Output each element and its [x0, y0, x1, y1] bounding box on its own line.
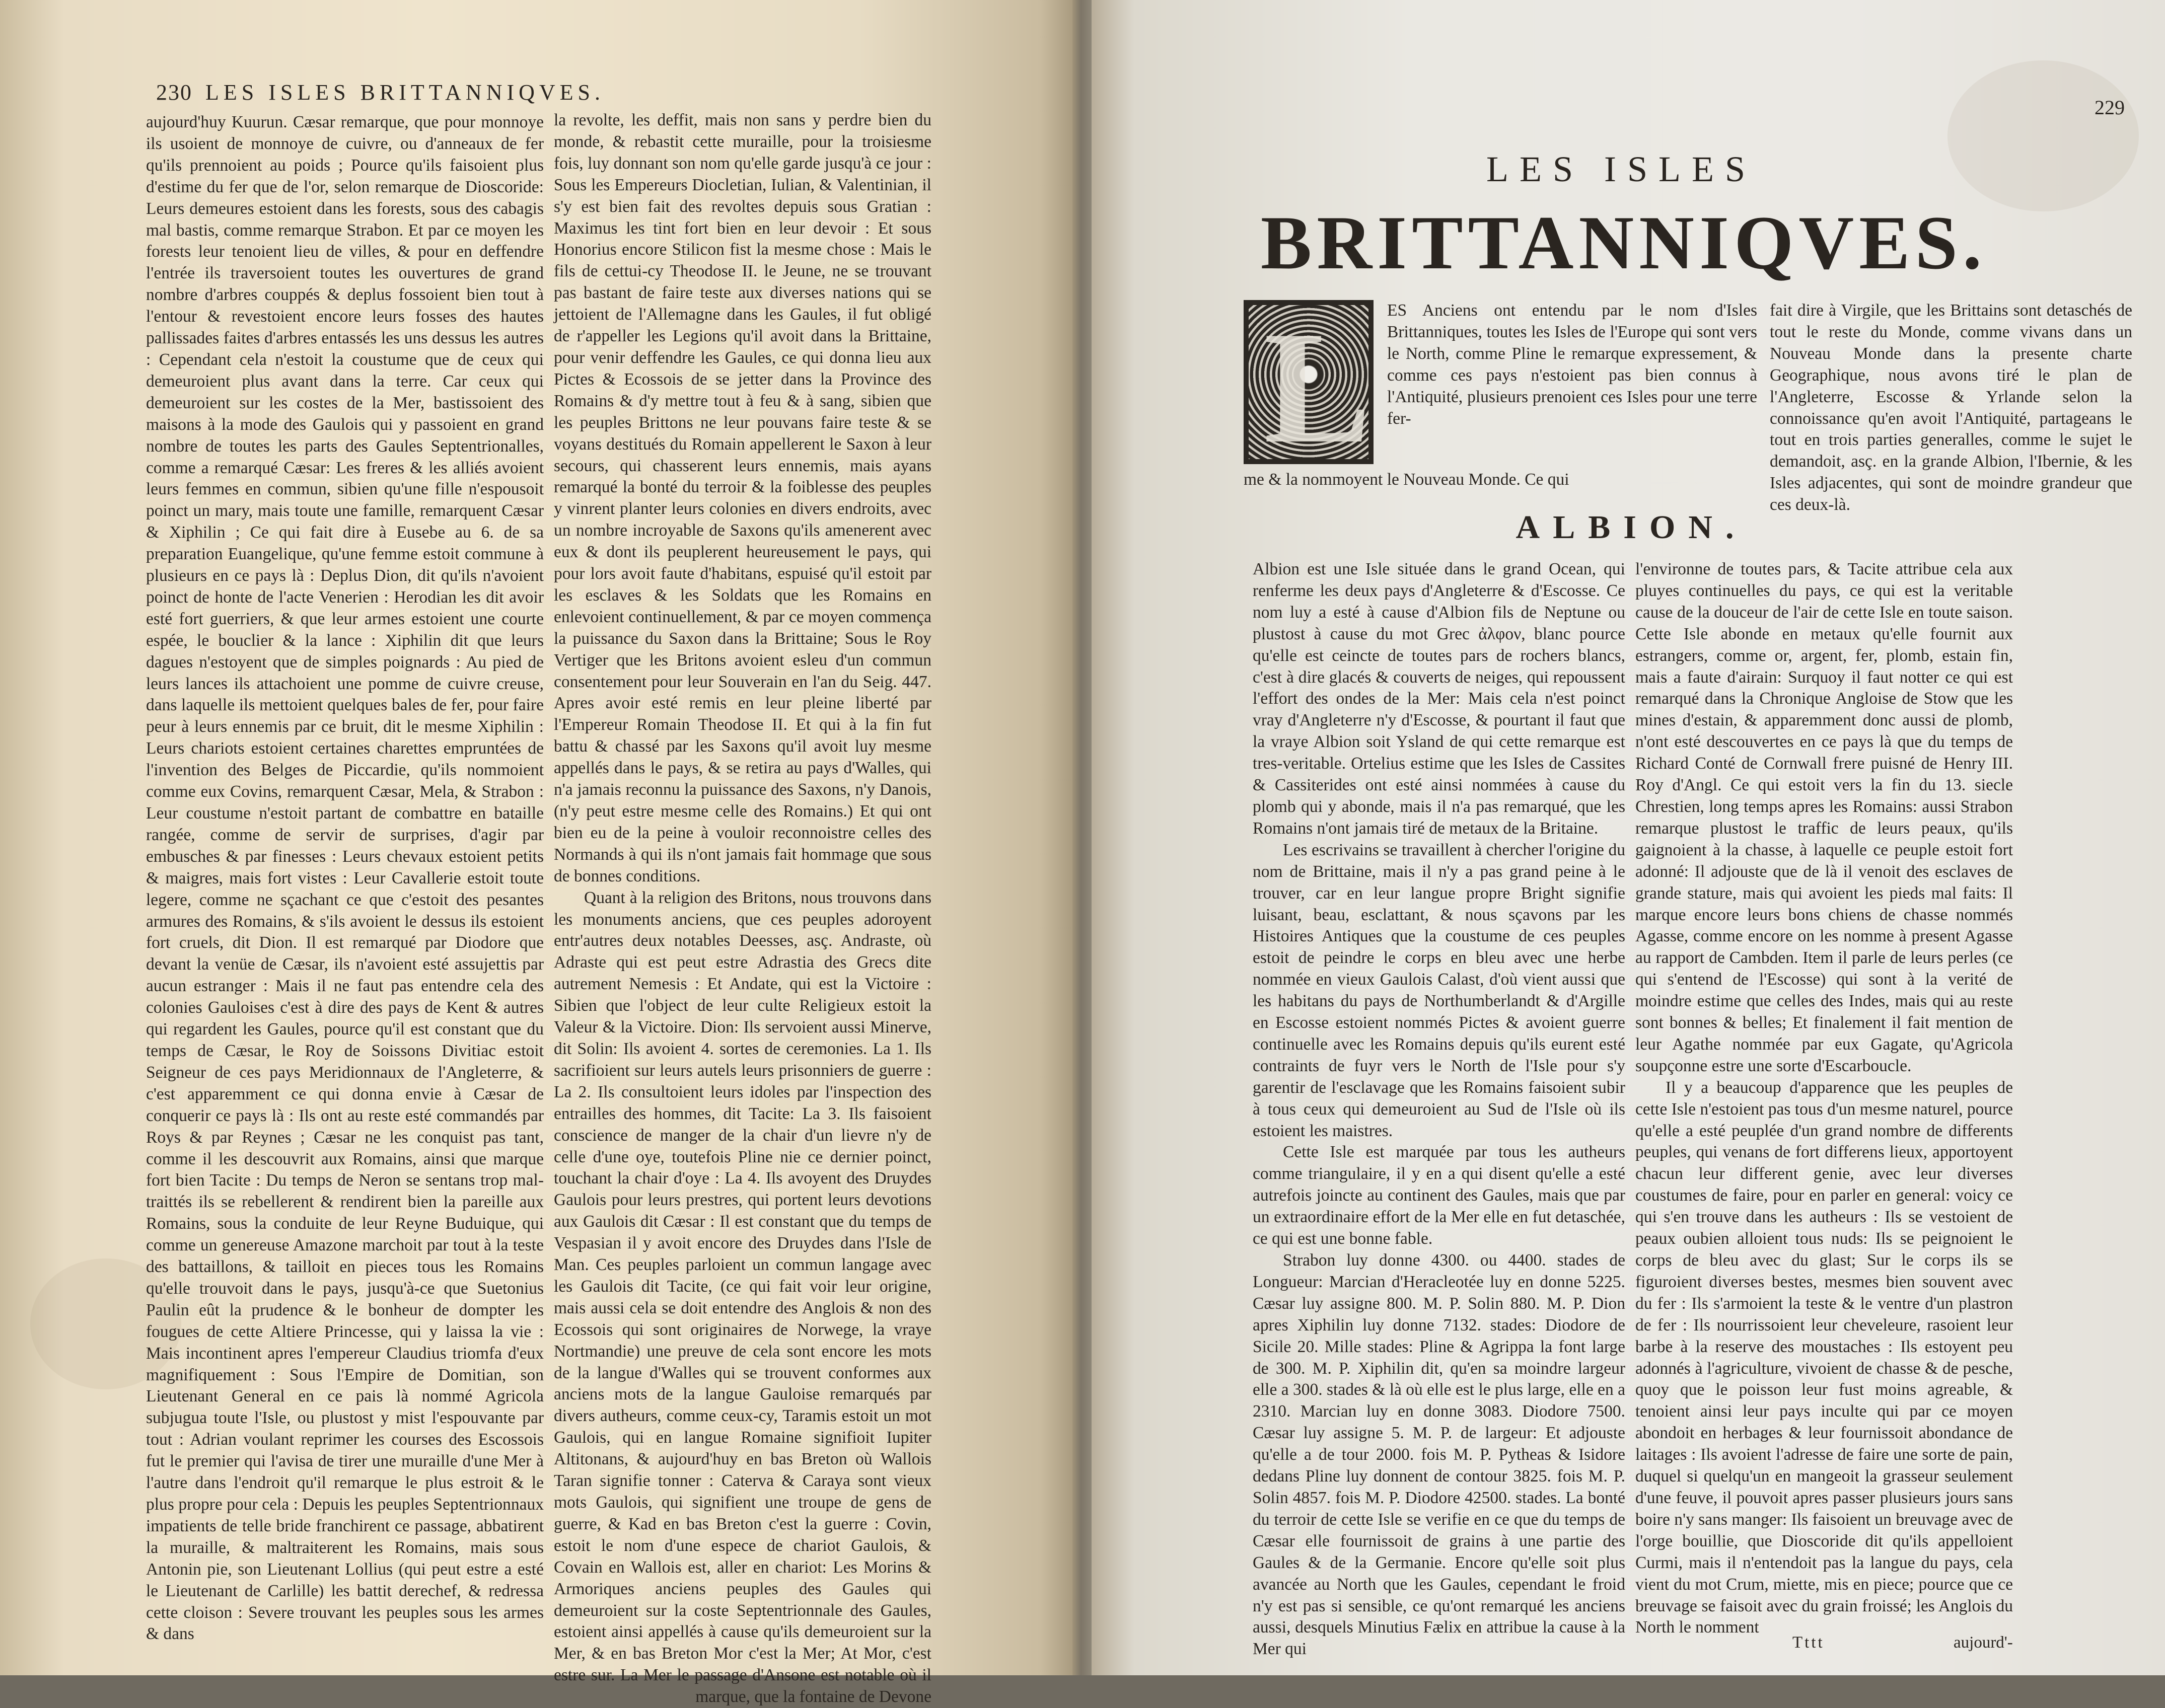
ornamental-initial — [1244, 299, 1374, 477]
section-title: ALBION. — [1515, 509, 1747, 546]
text-column-right-1 — [1253, 559, 1625, 1660]
paragraph: me & la nommoyent le Nouveau Monde. Ce qui — [1244, 470, 1569, 489]
paper-stain — [1947, 60, 2139, 211]
paragraph: Quant à la religion des Britons, nous trouvons dans les monuments anciens, que ces peuples adoroyent entr'autres deux notables Deesses, asç. Andraste, où Adraste qui est peut estre Adrastia des Grecs dite autrement Nemesis : Et Andate, qui est la Victoire : Sibien que l'object de leur culte Religieux estoit la Valeur & la Victoire. Dion: Ils servoient aussi Minerve, dit Solin: Ils avoient 4. sortes de ceremonies. La 1. Ils sacrifioient sur leurs autels leurs prisonniers de guerre : La 2. Ils consultoient leurs idoles par l'inspection des entrailles des hommes, dit Tacite: La 3. Ils faisoient conscience de manger de la chair d'un lievre n'y de celle d'une oye, toutefois Pline nie ce dernier poinct, touchant la chair d'oye : La 4. Ils avoyent des Druydes Gaulois pour leurs prestres, qui portent leurs devotions aux Gaulois dit Cæsar : Il est constant que du temps de Vespasian il y avoit encore des Druydes dans l'Isle de Man. Ces peuples parloient un commun langage avec les Gaulois dit Tacite, (ce qui fait voir leur origine, mais aussi cela se doit entendre des Anglois & non des Ecossois qui sont originaires de Norwege, la vraye Nortmandie) une preuve de cela sont encore les mots de la langue d'Walles qui se trouvent conformes aux anciens mots de la langue Gauloise remarqués par divers autheurs, comme ceux-cy, Taramis estoit un mot Gaulois, qui en langue Romaine signifioit Iupiter Altitonans, & aujourd'huy en bas Breton où Wallois Taran signifie tonner : Caterva & Caraya sont vieux mots Gaulois, qui signifient une troupe de gens de guerre, & Kad en bas Breton c'est la guerre : Covin, estoit le nom d'une espece de chariot Gaulois, & Covain en Wallois est, aller en chariot: Les Morins & Armoriques anciens peuples des Gaules qui demeuroient sur la coste Septentrionnale des Gaules, estoient ainsi appellés à cause qu'ils demeuroient sur la Mer, & en bas Breton Mor c'est la Mer; At Mor, c'est estre sur. La Mer le passage d'Ansone est notable où il marque, que la fontaine de Devone — [554, 888, 931, 1706]
paragraph: Il y a beaucoup d'apparence que les peuples de cette Isle n'estoient pas tous d'un mesme naturel, pource qu'elle a esté peuplée d'un grand nombre de differents peuples, qui venans de fort differens lieux, apportoyent chacun leur different genie, avec leur diverses coustumes de faire, pour en parler en general: voicy ce qui s'en trouve dans les autheurs : Ils se vestoient de peaux oubien alloient tous nuds: Ils se peignoient le corps de bleu avec du glast; Sur le corps ils se figuroient diverses bestes, mesmes bien souvent avec du fer : Ils s'armoient la teste & le ventre d'un plastron de fer : Ils nourrissoient leur cheveleure, rasoient leur barbe à la reserve des moustaches : Ils estoyent peu adonnés à l'agriculture, vivoient de chasse & de pesche, quoy que le poisson leur fust moins agreable, & tenoient ainsi leur pays inculte qui par ce moyen abondoit en herbages & leur fournissoit abondance de laitages : Ils avoient l'adresse de faire une sorte de pain, duquel si quelqu'un en mangeoit la grasseur seulement d'une feuve, il pouvoit apres passer plusieurs jours sans boire n'y sans manger: Ils faisoient un breuvage avec de l'orge bouillie, que Dioscoride dit qu'ils appelloient Curmi, mais il n'entendoit pas la langue du pays, cela vient du mot Crum, miette, mis en piece; pource que ce breuvage se faisoit avec du grain froissé; les Anglois du North le nomment — [1635, 1078, 2013, 1637]
text-column-left-2 — [554, 110, 931, 1708]
paragraph: Cette Isle est marquée par tous les autheurs comme triangulaire, il y en a qui disent qu'elle a esté autrefois joincte au continent des Gaules, mais que par un extraordinaire effort de la Mer elle en fut detaschée, ce qui est une bonne fable. — [1253, 1143, 1625, 1248]
paragraph: fait dire à Virgile, que les Brittains sont detaschés de tout le reste du Monde, comme vivans dans un Nouveau Monde dans la presente charte Geographique, nous avons tiré le plan de l'Angleterre, Escosse & Yrlande selon la connoissance qu'en avoit l'Antiquité, partageans le tout en trois parties generalles, comme le sujet le demandoit, asç. en la grande Albion, l'Ibernie, & les Isles adjacentes, qui sont de moindre grandeur que ces deux-là. — [1770, 301, 2132, 514]
paragraph: Albion est une Isle située dans le grand Ocean, qui renferme les deux pays d'Angleterre & d'Escosse. Ce nom luy a esté à cause d'Albion fils de Neptune ou plustost à cause du mot Grec ἀλφον, blanc pource qu'elle est ceincte de toutes pars de rochers blancs, c'est à dire glacés & couverts de neiges, qui repoussent l'effort des ondes de la Mer: Mais cela n'est poinct vray d'Angleterre n'y d'Escosse, & pourtant il faut que la vraye Albion soit Ysland de qui cette remarque est tres-veritable. Ortelius estime que les Isles de Cassites & Cassiterides ont esté ainsi nommées à cause du plomb qui y abonde, mais il n'a pas remarqué, que les Romains n'ont jamais tiré de metaux de la Britaine. — [1253, 560, 1625, 838]
book-gutter — [1072, 0, 1092, 1675]
page-number: 229 — [2095, 96, 2125, 119]
running-head — [156, 80, 605, 105]
intro-text-2 — [1770, 300, 2132, 516]
paragraph: l'environne de toutes pars, & Tacite attribue cela aux pluyes continuelles du pays, ce qui est la veritable cause de la douceur de l'air de cette Isle en toute saison. Cette Isle abonde en metaux qu'elle fournit aux estrangers, comme or, argent, fer, plomb, estain fin, mais a faute d'airain: Surquoy il faut notter ce qui est remarqué dans la Chronique Angloise de Stow que les mines d'estain, & apparemment donc aussi de plomb, n'ont esté descouvertes en ce pays là que du temps de Richard Conté de Cornwall frere puisné de Henry III. Roy d'Angl. Ce qui estoit vers la fin du 13. siecle Chrestien, long temps apres les Romains: aussi Strabon remarque plustost le traffic de leurs peaux, qu'ils gaignoient à la chasse, à laquelle ce peuple estoit fort adonné: Il adjouste que de là il venoit des esclaves de grande stature, mais qui avoient les pieds mal faits: Il marque encore leurs bons chiens de chasse nommés Agasse, comme encore on les nomme à present Agasse au rapport de Cambden. Item il parle de leurs perles (ce qui s'entend de l'Escosse) qui sont à la verité de moindre estime que celles des Indes, mais qui au reste sont bonnes & belles; Et finalement il fait mention de leur Agathe nommée par eux Gagate, qu'Agricola soupçonne estre une sorte d'Escarboucle. — [1635, 560, 2013, 1075]
intro-text-1 — [1387, 300, 1757, 429]
signature-mark: Tttt — [1792, 1633, 1825, 1652]
intro-text-1b — [1244, 469, 1757, 491]
text-column-right-2 — [1635, 559, 2013, 1639]
left-page — [0, 0, 1072, 1706]
paragraph: Strabon luy donne 4300. ou 4400. stades de Longueur: Marcian d'Heracleotée luy en donne 5225. Cæsar luy assigne 800. M. P. Solin 880. M. P. Dion apres Xiphilin luy donne 7132. stades: Diodore de Sicile 20. Mille stades: Pline & Agrippa la font large de 300. M. P. Xiphilin dit, qu'en sa moindre largeur elle a 300. stades & là où elle est le plus large, elle en a 2310. Marcian luy en donne 3083. Diodore 7500. Cæsar luy assigne 5. M. P. de largeur: Et adjouste qu'elle a de tour 2000. fois M. P. Pytheas & Isidore dedans Pline luy donnent de contour 3825. fois M. P. Solin 4857. fois M. P. Diodore 42500. stades. La bonté du terroir de cette Isle se verifie en ce que du temps de Cæsar elle fournissoit de grains à une partie des Gaules & de la Germanie. Encore qu'elle soit plus avancée au North que les Gaules, cependant le froid n'y est pas si sensible, ce qu'ont remarqué les anciens aussi, desquels Minutius Fælix en attribue la cause à la Mer qui — [1253, 1251, 1625, 1659]
page-number: 230 — [156, 80, 192, 105]
title-line-1: LES ISLES — [1486, 149, 1757, 189]
paragraph: aujourd'huy Kuurun. Cæsar remarque, que pour monnoye ils usoient de monnoye de cuivre, ou d'anneaux de fer qu'ils prennoient au poids ; Pource qu'ils faisoient plus d'estime du fer que de l'or, selon remarque de Dioscoride: Leurs demeures estoient dans les forests, sous des cabagis mal bastis, comme remarque Strabon. Et par ce moyen les forests leur tenoient lieu de villes, & pour en deffendre l'entrée ils traversoient toutes les ouvertures de grand nombre d'arbres couppés & deplus fossoient bien tout à l'entour & revestoient encore leurs fosses des hautes pallissades faites d'arbres entassés les uns dessus les autres : Cependant cela n'estoit la coustume que de ceux qui demeuroient plus avant dans la terre. Car ceux qui demeuroient sur les costes de la Mer, bastissoient des maisons à la mode des Gaulois qui y passoient en grand nombre de toutes les parts des Gaules Septentrionalles, comme a remarqué Cæsar: Les freres & les alliés avoient leurs femmes en commun, sibien qu'une fille n'espousoit poinct un mary, mais toute une famille, remarquent Cæsar & Xiphilin ; Ce qui fait dire à Eusebe au 6. de sa preparation Euangelique, qu'une femme estoit commune à plusieurs en ce pays là : Deplus Dion, dit qu'ils n'avoient poinct de honte de l'acte Venerien : Herodian les dit avoir esté fort guerriers, & que leur armes estoient une courte espée, le bouclier & la lance : Xiphilin dit que leurs dagues n'estoyent que de simples poignards : Au pied de leurs lances ils attachoient une pomme de cuivre creuse, dans laquelle ils mettoient quelques bales de fer, pour faire peur à leurs ennemis par ce bruit, dit le mesme Xiphilin : Leurs chariots estoient certaines charettes empruntées de l'invention des Belges de Piccardie, qu'ils nommoient comme eux Covins, remarquent Cæsar, Mela, & Strabon : Leur coustume n'estoit partant de combattre en bataille rangée, comme de servir de surprises, d'agir par embusches & par finesses : Leurs chevaux estoient petits & maigres, mais fort vistes : Leur Cavallerie estoit toute legere, comme ne sçachant ce que c'estoit des pesantes armures des Romains, & s'ils avoient le dessus ils estoient fort cruels, dit Dion. Il est remarqué par Diodore que devant la venüe de Cæsar, ils n'avoient esté assujettis par aucun estranger : Mais il ne faut pas entendre cela des colonies Gauloises c'est à dire des pays de Kent & autres qui regardent les Gaules, pource qu'il est constant que du temps de Cæsar, le Roy de Soissons Divitiac estoit Seigneur de ces pays Meridionnaux de l'Angleterre, & c'est apparemment ce qui donna envie à Cæsar de conquerir ce pays là : Ils ont au reste esté commandés par Roys & par Reynes ; Cæsar ne les conquist pas tant, comme il les descouvrit aux Romains, ainsi que marque fort bien Tacite : Du temps de Neron se sentans trop mal-traittés ils se rebellerent & rendirent bien la pareille aux Romains, sous la conduite de leur Reyne Buduique, qui comme un genereuse Amazone marchoit par tout à la teste des battaillons, & tailloit en pieces tous les Romains qu'elle trouvoit dans le pays, jusqu'à-ce que Suetonius Paulin eût la prudence & le bonheur de dompter les fougues de cette Altiere Princesse, qui y laissa la vie : Mais incontinent apres l'empereur Claudius triomfa d'eux magnifiquement : Sous l'Empire de Domitian, son Lieutenant General en ce pais là nommé Agricola subjugua toute l'Isle, ou plustost y mist l'espouvante par tout : Adrian voulant reprimer les courses des Escossois fut le premier qui l'avisa de tirer une muraille d'une Mer à l'autre dans l'endroit qu'il remarque le plus estroit & le plus propre pour cela : Depuis les peuples Septentrionnaux impatients de telle bride franchirent ce passage, abbatirent la muraille, & maltraiterent les Romains, mais sous Antonin pie, son Lieutenant Lollius (qui peut estre a esté le Lieutenant de Carlille) les battit derechef, & redressa cette cloison : Severe trouvant les peuples sous les armes & dans — [146, 113, 544, 1644]
intro-block — [1244, 299, 2132, 514]
paragraph: Les escrivains se travaillent à chercher l'origine du nom de Brittaine, mais il n'y a pas grand peine à le trouver, car en leur langue propre Bright signifie luisant, beau, esclattant, & nous sçavons par les Histoires Antiques que la coustume de ces peuples estoit de peindre le corps en bleu avec une herbe nommée en vieux Gaulois Calast, d'où vient aussi que les habitans du pays de Northumberlandt & d'Argille en Escosse estoient nommés Pictes & avoient guerre continuelle avec les Romains depuis qu'ils eurent esté contraints de fuyr vers le North de l'Isle pour s'y garentir de l'esclavage que les Romains faisoient subir à tous ceux qui demeuroient au Sud de l'Isle où ils estoient les maistres. — [1253, 840, 1625, 1140]
paragraph: la revolte, les deffit, mais non sans y perdre bien du monde, & rebastit cette muraille, pour la troisiesme fois, luy donnant son nom qu'elle garde jusqu'à ce jour : Sous les Empereurs Diocletian, Iulian, & Valentinian, il s'y est bien fait des revoltes depuis sous Gratian : Maximus les tint fort bien en leur devoir : Et sous Honorius encore Stilicon fist la mesme chose : Mais le fils de cettui-cy Theodose II. le Jeune, ne se trouvant pas bastant de faire teste aux diverses nations qui se jettoient de l'Allemagne dans les Gaules, il fut obligé de r'appeller les Legions qu'il avoit dans la Brittaine, pour venir deffendre les Gaules, ce qui donna lieu aux Pictes & Ecossois de se jetter dans la Province des Romains & d'y mettre tout à feu & à sang, sibien que les peuples Brittons ne leur pouvans faire teste & se voyans destitués du Romain appellerent le Saxon à leur secours, qui chasserent leurs ennemis, mais ayans remarqué la bonté du terroir & la foiblesse des peuples y vinrent planter leurs colonies en divers endroits, avec un nombre incroyable de Saxons qu'ils amenerent avec eux & dont ils peuplerent heureusement le pays, qui pour lors avoit faute d'habitans, espuisé qu'il estoit par les esclaves & les Soldats que les Romains en enlevoient continuellement, & par ce moyen commença la puissance du Saxon dans la Brittaine; Sous le Roy Vertiger que les Britons avoient esleu d'un commun consentement pour leur Souverain en l'an du Seig. 447. Apres avoir esté remis en leur pleine liberté par l'Empereur Romain Theodose II. Et qui à la fin fut battu & chassé par les Saxons qu'il avoit luy mesme appellés dans le pays, & se retira au pays d'Walles, qui n'a jamais reconnu la puissance des Saxons, n'y Danois, (n'y peut estre mesme celle des Romains.) Et qui ont bien eu de la peine à vouloir reconnoistre celles des Normands à qui ils n'ont jamais fait hommage que sous de bonnes conditions. — [554, 111, 931, 885]
catchword: aujourd'- — [1954, 1633, 2013, 1652]
paragraph: ES Anciens ont entendu par le nom d'Isles Brittanniques, toutes les Isles de l'Europe qui sont vers le North, comme Pline le remarque expressement, & comme ces pays n'estoient pas bien connus à l'Antiquité, plusieurs prenoient ces Isles pour une terre fer- — [1387, 301, 1757, 428]
page-title: BRITTANNIQVES. — [1260, 200, 1987, 285]
text-column-left-1 — [146, 112, 544, 1645]
ornamental-initial-letter: L — [1264, 299, 1372, 477]
running-head-title: LES ISLES BRITTANNIQVES. — [205, 80, 605, 105]
